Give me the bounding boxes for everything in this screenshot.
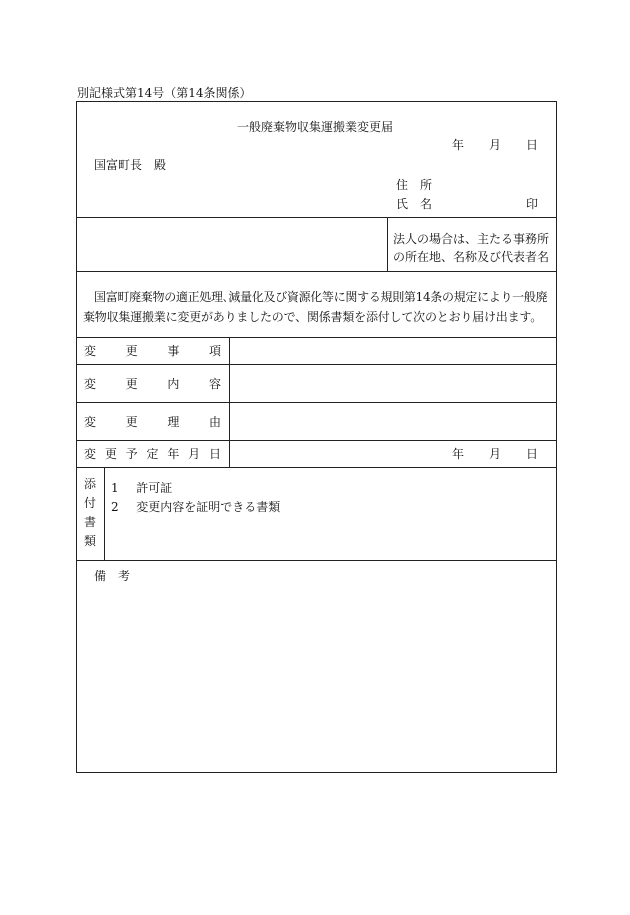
corporate-note-line1: 法人の場合は、主たる事務所: [393, 232, 550, 246]
row-label-char: 項: [208, 344, 221, 358]
attachments-label-char: 付: [83, 496, 96, 510]
planned-date-line: [452, 447, 538, 461]
name-label: 氏 名: [396, 197, 433, 211]
attachments-label-char: 類: [83, 534, 96, 548]
addressee: 国富町長 殿: [94, 158, 167, 172]
rule-attachments-bottom: [76, 560, 557, 561]
remarks-label: 備 考: [94, 569, 131, 583]
planned-year: 年: [452, 447, 465, 461]
corporate-note-line2: の所在地、名称及び代表者名: [393, 250, 550, 264]
rule-row4-bottom: [76, 467, 557, 468]
attachments-label-char: 書: [83, 515, 96, 529]
row-label-char: 理: [167, 415, 180, 429]
row-label-change-item: [84, 344, 221, 358]
rule-statement-bottom: [76, 337, 557, 338]
attachment-num-1: 1: [111, 481, 119, 495]
rule-label-divider: [229, 337, 230, 467]
row-label-char: 月: [188, 447, 201, 461]
rule-row1-bottom: [76, 364, 557, 365]
row-label-change-content: [84, 377, 221, 391]
statement-line1: 国富町廃棄物の適正処理､減量化及び資源化等に関する規則第14条の規定により一般廃: [94, 290, 548, 304]
attachments-label: [76, 475, 104, 551]
attachments-label-char: 添: [83, 477, 96, 491]
form-label: 別記様式第14号（第14条関係）: [77, 86, 252, 100]
attachment-text-1: 許可証: [136, 481, 173, 495]
address-label: 住 所: [396, 178, 433, 192]
row-label-char: 更: [104, 447, 117, 461]
row-label-char: 変: [84, 415, 97, 429]
rule-row2-bottom: [76, 402, 557, 403]
row-label-change-reason: [84, 415, 221, 429]
row-label-char: 定: [146, 447, 159, 461]
attachment-item-1: [111, 481, 172, 495]
attachment-num-2: 2: [111, 500, 119, 514]
planned-day: 日: [525, 447, 538, 461]
row-label-char: 予: [125, 447, 138, 461]
rule-corporate-divider: [387, 217, 388, 271]
rule-row3-bottom: [76, 440, 557, 441]
row-label-char: 更: [125, 377, 138, 391]
rule-attach-divider: [104, 467, 105, 560]
document-title: 一般廃棄物収集運搬業変更届: [236, 120, 393, 134]
row-label-char: 変: [84, 377, 97, 391]
rule-corporate-bottom: [76, 271, 557, 272]
statement-line2: 棄物収集運搬業に変更がありましたので、関係書類を添付して次のとおり届け出ます。: [83, 310, 543, 324]
rule-header-bottom: [76, 217, 557, 218]
date-month: 月: [488, 138, 501, 152]
row-label-char: 由: [208, 415, 221, 429]
row-label-char: 内: [167, 377, 180, 391]
row-label-char: 年: [167, 447, 180, 461]
form-frame: [76, 101, 557, 773]
date-line: [452, 138, 538, 152]
attachment-item-2: [111, 500, 280, 514]
row-label-char: 日: [208, 447, 221, 461]
seal-mark: 印: [526, 197, 539, 211]
row-label-char: 容: [208, 377, 221, 391]
planned-month: 月: [488, 447, 501, 461]
row-label-planned-date: [84, 447, 221, 461]
row-label-char: 変: [84, 447, 97, 461]
date-year: 年: [452, 138, 465, 152]
row-label-char: 更: [125, 344, 138, 358]
date-day: 日: [525, 138, 538, 152]
row-label-char: 変: [84, 344, 97, 358]
row-label-char: 事: [167, 344, 180, 358]
attachment-text-2: 変更内容を証明できる書類: [136, 500, 281, 514]
row-label-char: 更: [125, 415, 138, 429]
